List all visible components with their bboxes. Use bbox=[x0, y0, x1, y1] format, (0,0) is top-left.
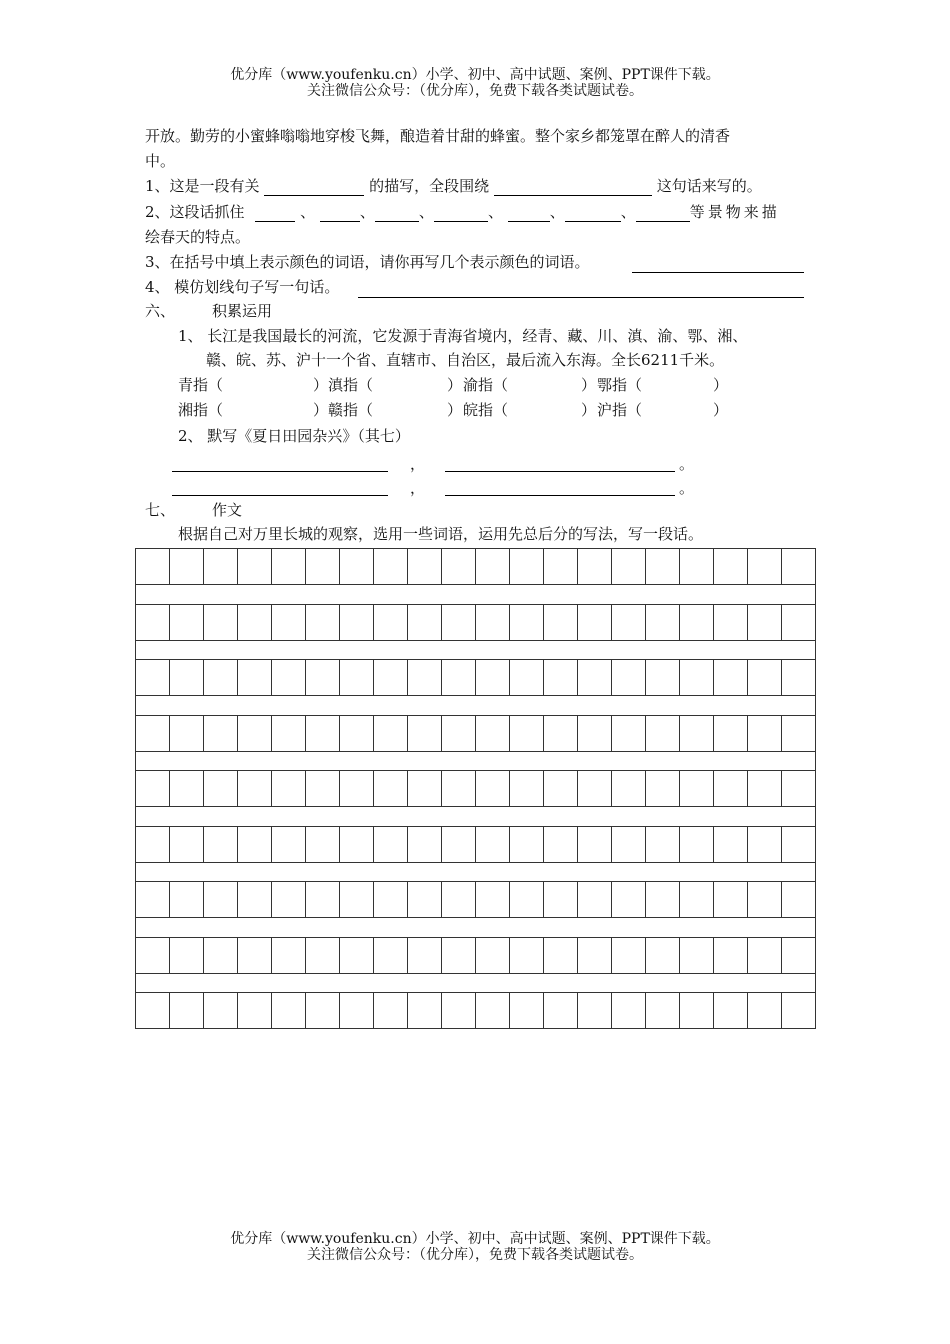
grid-cell[interactable] bbox=[611, 826, 646, 863]
grid-cell[interactable] bbox=[781, 826, 816, 863]
grid-cell[interactable] bbox=[135, 881, 170, 918]
grid-cell[interactable] bbox=[305, 548, 340, 585]
grid-cell[interactable] bbox=[611, 604, 646, 641]
grid-cell[interactable] bbox=[203, 604, 238, 641]
answer-line[interactable] bbox=[358, 297, 804, 298]
grid-cell[interactable] bbox=[237, 826, 272, 863]
grid-cell[interactable] bbox=[237, 992, 272, 1029]
grid-cell[interactable] bbox=[611, 770, 646, 807]
grid-cell[interactable] bbox=[271, 992, 306, 1029]
grid-cell[interactable] bbox=[679, 548, 714, 585]
abbr-close: ） bbox=[447, 401, 463, 419]
question-2 bbox=[145, 202, 780, 222]
grid-cell[interactable] bbox=[713, 715, 748, 752]
grid-cell[interactable] bbox=[475, 770, 510, 807]
grid-cell[interactable] bbox=[509, 937, 544, 974]
grid-cell[interactable] bbox=[237, 715, 272, 752]
abbr-close: ） bbox=[713, 376, 729, 394]
grid-cell[interactable] bbox=[747, 659, 782, 696]
grid-cell[interactable] bbox=[475, 937, 510, 974]
poem-period: 。 bbox=[679, 479, 695, 497]
grid-cell[interactable] bbox=[577, 826, 612, 863]
grid-cell[interactable] bbox=[203, 937, 238, 974]
question-2-part-a: 2、这段话抓住 bbox=[145, 203, 245, 221]
grid-cell[interactable] bbox=[339, 659, 374, 696]
grid-row-spacer bbox=[135, 973, 816, 993]
abbr-label: 沪指（ bbox=[597, 401, 643, 419]
grid-cell[interactable] bbox=[475, 548, 510, 585]
grid-cell[interactable] bbox=[339, 937, 374, 974]
answer-blank[interactable] bbox=[565, 205, 621, 222]
question-4: 4、 模仿划线句子写一句话。 bbox=[145, 278, 340, 296]
grid-cell[interactable] bbox=[271, 548, 306, 585]
grid-cell[interactable] bbox=[441, 659, 476, 696]
grid-cell[interactable] bbox=[169, 604, 204, 641]
answer-blank[interactable] bbox=[320, 205, 360, 222]
question-1-part-a: 1、这是一段有关 bbox=[145, 177, 260, 195]
grid-row-spacer bbox=[135, 806, 816, 826]
grid-cell[interactable] bbox=[645, 992, 680, 1029]
poem-comma: ， bbox=[410, 455, 426, 473]
grid-cell[interactable] bbox=[543, 881, 578, 918]
grid-cell[interactable] bbox=[713, 881, 748, 918]
grid-cell[interactable] bbox=[509, 548, 544, 585]
grid-cell[interactable] bbox=[373, 992, 408, 1029]
grid-cell[interactable] bbox=[305, 937, 340, 974]
grid-cell[interactable] bbox=[169, 937, 204, 974]
grid-cell[interactable] bbox=[713, 770, 748, 807]
grid-cell[interactable] bbox=[373, 881, 408, 918]
grid-cell[interactable] bbox=[475, 604, 510, 641]
footer-line-2: 关注微信公众号：（优分库），免费下载各类试题试卷。 bbox=[307, 1247, 643, 1263]
question-2-tail: 等景物来描 bbox=[689, 203, 780, 221]
answer-blank[interactable] bbox=[508, 205, 550, 222]
grid-cell[interactable] bbox=[509, 770, 544, 807]
grid-cell[interactable] bbox=[611, 715, 646, 752]
grid-cell[interactable] bbox=[543, 770, 578, 807]
grid-cell[interactable] bbox=[713, 548, 748, 585]
grid-cell[interactable] bbox=[509, 659, 544, 696]
grid-cell[interactable] bbox=[203, 881, 238, 918]
abbr-close: ） bbox=[313, 401, 329, 419]
grid-cell[interactable] bbox=[713, 937, 748, 974]
grid-cell[interactable] bbox=[543, 548, 578, 585]
grid-cell[interactable] bbox=[475, 826, 510, 863]
grid-row-spacer bbox=[135, 695, 816, 715]
grid-cell[interactable] bbox=[271, 715, 306, 752]
grid-cell[interactable] bbox=[611, 659, 646, 696]
grid-cell[interactable] bbox=[135, 659, 170, 696]
grid-cell[interactable] bbox=[577, 992, 612, 1029]
grid-cell[interactable] bbox=[679, 937, 714, 974]
grid-cell[interactable] bbox=[645, 770, 680, 807]
grid-cell[interactable] bbox=[781, 659, 816, 696]
grid-cell[interactable] bbox=[135, 548, 170, 585]
header-line-1: 优分库（www.youfenku.cn）小学、初中、高中试题、案例、PPT课件下载。 bbox=[230, 67, 720, 83]
grid-cell[interactable] bbox=[407, 826, 442, 863]
grid-cell[interactable] bbox=[577, 715, 612, 752]
grid-cell[interactable] bbox=[237, 881, 272, 918]
grid-cell[interactable] bbox=[781, 881, 816, 918]
grid-cell[interactable] bbox=[645, 548, 680, 585]
grid-cell[interactable] bbox=[237, 659, 272, 696]
grid-cell[interactable] bbox=[543, 937, 578, 974]
grid-cell[interactable] bbox=[135, 992, 170, 1029]
separator: 、 bbox=[418, 203, 434, 221]
grid-cell[interactable] bbox=[407, 604, 442, 641]
abbr-close: ） bbox=[313, 376, 329, 394]
abbr-close: ） bbox=[581, 376, 597, 394]
question-1-part-b: 的描写，全段围绕 bbox=[369, 177, 490, 195]
grid-cell[interactable] bbox=[305, 604, 340, 641]
abbr-label: 鄂指（ bbox=[597, 376, 643, 394]
grid-cell[interactable] bbox=[475, 881, 510, 918]
grid-cell[interactable] bbox=[577, 604, 612, 641]
grid-cell[interactable] bbox=[407, 659, 442, 696]
grid-cell[interactable] bbox=[407, 770, 442, 807]
grid-cell[interactable] bbox=[169, 715, 204, 752]
grid-cell[interactable] bbox=[645, 604, 680, 641]
grid-cell[interactable] bbox=[781, 548, 816, 585]
grid-cell[interactable] bbox=[577, 548, 612, 585]
grid-cell[interactable] bbox=[747, 992, 782, 1029]
grid-cell[interactable] bbox=[441, 881, 476, 918]
grid-cell[interactable] bbox=[543, 715, 578, 752]
grid-cell[interactable] bbox=[441, 604, 476, 641]
grid-cell[interactable] bbox=[203, 659, 238, 696]
grid-cell[interactable] bbox=[679, 992, 714, 1029]
grid-cell[interactable] bbox=[781, 715, 816, 752]
grid-cell[interactable] bbox=[407, 881, 442, 918]
question-1 bbox=[145, 176, 762, 196]
grid-cell[interactable] bbox=[543, 992, 578, 1029]
grid-cell[interactable] bbox=[747, 881, 782, 918]
grid-cell[interactable] bbox=[203, 548, 238, 585]
poem-line-input[interactable] bbox=[172, 471, 388, 472]
section-6-item-1-line-2: 赣、皖、苏、沪十一个省、直辖市、自治区，最后流入东海。全长6211千米。 bbox=[206, 351, 725, 369]
answer-blank[interactable] bbox=[264, 179, 364, 196]
grid-cell[interactable] bbox=[237, 604, 272, 641]
grid-cell[interactable] bbox=[679, 659, 714, 696]
grid-cell[interactable] bbox=[679, 715, 714, 752]
grid-cell[interactable] bbox=[203, 992, 238, 1029]
grid-cell[interactable] bbox=[577, 659, 612, 696]
grid-cell[interactable] bbox=[237, 548, 272, 585]
grid-cell[interactable] bbox=[781, 937, 816, 974]
grid-cell[interactable] bbox=[747, 826, 782, 863]
grid-cell[interactable] bbox=[475, 715, 510, 752]
grid-cell[interactable] bbox=[339, 770, 374, 807]
grid-cell[interactable] bbox=[441, 826, 476, 863]
section-7-number: 七、 bbox=[145, 501, 176, 519]
grid-cell[interactable] bbox=[339, 826, 374, 863]
separator: 、 bbox=[620, 203, 636, 221]
grid-row-spacer bbox=[135, 751, 816, 771]
grid-cell[interactable] bbox=[679, 881, 714, 918]
grid-cell[interactable] bbox=[577, 881, 612, 918]
grid-cell[interactable] bbox=[339, 992, 374, 1029]
grid-cell[interactable] bbox=[543, 826, 578, 863]
grid-cell[interactable] bbox=[441, 715, 476, 752]
question-2-line-2: 绘春天的特点。 bbox=[145, 228, 251, 246]
grid-cell[interactable] bbox=[577, 770, 612, 807]
grid-cell[interactable] bbox=[611, 937, 646, 974]
grid-cell[interactable] bbox=[475, 992, 510, 1029]
grid-cell[interactable] bbox=[407, 715, 442, 752]
grid-cell[interactable] bbox=[135, 826, 170, 863]
answer-blank[interactable] bbox=[636, 205, 690, 222]
grid-cell[interactable] bbox=[135, 715, 170, 752]
grid-cell[interactable] bbox=[373, 826, 408, 863]
passage-line-2: 中。 bbox=[145, 152, 176, 170]
poem-line-input[interactable] bbox=[445, 471, 675, 472]
answer-line[interactable] bbox=[632, 272, 804, 273]
grid-cell[interactable] bbox=[747, 715, 782, 752]
grid-cell[interactable] bbox=[169, 659, 204, 696]
grid-cell[interactable] bbox=[441, 937, 476, 974]
section-6-number: 六、 bbox=[145, 302, 176, 320]
grid-cell[interactable] bbox=[713, 604, 748, 641]
grid-cell[interactable] bbox=[441, 992, 476, 1029]
grid-cell[interactable] bbox=[203, 715, 238, 752]
abbr-label: 湘指（ bbox=[178, 401, 224, 419]
grid-cell[interactable] bbox=[509, 992, 544, 1029]
poem-line-input[interactable] bbox=[445, 495, 675, 496]
grid-cell[interactable] bbox=[781, 770, 816, 807]
grid-cell[interactable] bbox=[407, 992, 442, 1029]
grid-cell[interactable] bbox=[713, 826, 748, 863]
abbr-close: ） bbox=[581, 401, 597, 419]
grid-cell[interactable] bbox=[543, 604, 578, 641]
grid-cell[interactable] bbox=[679, 826, 714, 863]
question-3: 3、在括号中填上表示颜色的词语，请你再写几个表示颜色的词语。 bbox=[145, 253, 590, 271]
grid-cell[interactable] bbox=[373, 770, 408, 807]
grid-cell[interactable] bbox=[407, 548, 442, 585]
grid-cell[interactable] bbox=[237, 937, 272, 974]
grid-cell[interactable] bbox=[747, 937, 782, 974]
grid-cell[interactable] bbox=[747, 604, 782, 641]
grid-cell[interactable] bbox=[577, 937, 612, 974]
grid-cell[interactable] bbox=[305, 881, 340, 918]
answer-blank[interactable] bbox=[375, 205, 419, 222]
grid-cell[interactable] bbox=[237, 770, 272, 807]
grid-cell[interactable] bbox=[339, 881, 374, 918]
grid-cell[interactable] bbox=[373, 715, 408, 752]
separator: 、 bbox=[487, 203, 503, 221]
grid-cell[interactable] bbox=[509, 881, 544, 918]
answer-blank[interactable] bbox=[434, 205, 488, 222]
grid-cell[interactable] bbox=[373, 659, 408, 696]
abbr-label: 皖指（ bbox=[463, 401, 509, 419]
section-6-item-2: 2、 默写《夏日田园杂兴》（其七） bbox=[178, 427, 410, 445]
question-1-part-c: 这句话来写的。 bbox=[656, 177, 762, 195]
grid-cell[interactable] bbox=[645, 659, 680, 696]
grid-cell[interactable] bbox=[781, 992, 816, 1029]
grid-cell[interactable] bbox=[305, 992, 340, 1029]
grid-cell[interactable] bbox=[169, 881, 204, 918]
grid-cell[interactable] bbox=[509, 715, 544, 752]
abbr-label: 赣指（ bbox=[328, 401, 374, 419]
grid-cell[interactable] bbox=[747, 770, 782, 807]
separator: 、 bbox=[359, 203, 375, 221]
poem-comma: ， bbox=[410, 479, 426, 497]
answer-blank[interactable] bbox=[494, 179, 652, 196]
abbr-label: 渝指（ bbox=[463, 376, 509, 394]
grid-cell[interactable] bbox=[645, 937, 680, 974]
grid-cell[interactable] bbox=[135, 604, 170, 641]
grid-cell[interactable] bbox=[373, 937, 408, 974]
grid-cell[interactable] bbox=[169, 826, 204, 863]
grid-cell[interactable] bbox=[339, 604, 374, 641]
grid-cell[interactable] bbox=[747, 548, 782, 585]
grid-cell[interactable] bbox=[509, 604, 544, 641]
poem-period: 。 bbox=[679, 455, 695, 473]
grid-cell[interactable] bbox=[781, 604, 816, 641]
grid-cell[interactable] bbox=[271, 881, 306, 918]
grid-row-spacer bbox=[135, 640, 816, 660]
grid-cell[interactable] bbox=[645, 715, 680, 752]
grid-cell[interactable] bbox=[135, 770, 170, 807]
grid-cell[interactable] bbox=[645, 826, 680, 863]
section-6-item-1-line-1: 1、 长江是我国最长的河流，它发源于青海省境内，经青、藏、川、滇、渝、鄂、湘、 bbox=[178, 327, 748, 345]
grid-cell[interactable] bbox=[713, 659, 748, 696]
grid-cell[interactable] bbox=[305, 826, 340, 863]
abbr-label: 青指（ bbox=[178, 376, 224, 394]
grid-cell[interactable] bbox=[271, 659, 306, 696]
grid-cell[interactable] bbox=[645, 881, 680, 918]
grid-cell[interactable] bbox=[611, 881, 646, 918]
grid-cell[interactable] bbox=[407, 937, 442, 974]
grid-cell[interactable] bbox=[169, 548, 204, 585]
grid-cell[interactable] bbox=[679, 604, 714, 641]
page-header bbox=[0, 67, 950, 99]
grid-cell[interactable] bbox=[441, 770, 476, 807]
abbr-label: 滇指（ bbox=[328, 376, 374, 394]
grid-cell[interactable] bbox=[203, 770, 238, 807]
composition-grid bbox=[135, 548, 815, 1024]
grid-row-spacer bbox=[135, 862, 816, 882]
grid-cell[interactable] bbox=[475, 659, 510, 696]
passage-line-1: 开放。勤劳的小蜜蜂嗡嗡地穿梭飞舞，酿造着甘甜的蜂蜜。整个家乡都笼罩在醉人的清香 bbox=[145, 127, 731, 145]
grid-cell[interactable] bbox=[203, 826, 238, 863]
answer-blank[interactable] bbox=[255, 205, 295, 222]
grid-cell[interactable] bbox=[339, 548, 374, 585]
grid-cell[interactable] bbox=[169, 992, 204, 1029]
abbr-close: ） bbox=[713, 401, 729, 419]
grid-cell[interactable] bbox=[713, 992, 748, 1029]
grid-cell[interactable] bbox=[373, 604, 408, 641]
grid-cell[interactable] bbox=[679, 770, 714, 807]
grid-cell[interactable] bbox=[305, 659, 340, 696]
grid-cell[interactable] bbox=[339, 715, 374, 752]
poem-line-input[interactable] bbox=[172, 495, 388, 496]
composition-prompt: 根据自己对万里长城的观察，选用一些词语，运用先总后分的写法，写一段话。 bbox=[178, 525, 704, 543]
grid-cell[interactable] bbox=[611, 992, 646, 1029]
grid-cell[interactable] bbox=[611, 548, 646, 585]
grid-cell[interactable] bbox=[271, 826, 306, 863]
grid-row-spacer bbox=[135, 584, 816, 604]
grid-cell[interactable] bbox=[373, 548, 408, 585]
grid-cell[interactable] bbox=[305, 770, 340, 807]
grid-cell[interactable] bbox=[271, 770, 306, 807]
grid-cell[interactable] bbox=[169, 770, 204, 807]
footer-line-1: 优分库（www.youfenku.cn）小学、初中、高中试题、案例、PPT课件下载。 bbox=[230, 1231, 720, 1247]
header-line-2: 关注微信公众号：（优分库），免费下载各类试题试卷。 bbox=[307, 83, 643, 99]
abbr-close: ） bbox=[447, 376, 463, 394]
grid-row-spacer bbox=[135, 917, 816, 937]
grid-cell[interactable] bbox=[271, 604, 306, 641]
grid-cell[interactable] bbox=[441, 548, 476, 585]
page-footer bbox=[0, 1231, 950, 1263]
separator: 、 bbox=[300, 203, 316, 221]
grid-cell[interactable] bbox=[509, 826, 544, 863]
grid-cell[interactable] bbox=[135, 937, 170, 974]
section-7-title: 作文 bbox=[212, 501, 243, 519]
grid-cell[interactable] bbox=[543, 659, 578, 696]
separator: 、 bbox=[549, 203, 565, 221]
section-6-title: 积累运用 bbox=[212, 302, 273, 320]
grid-cell[interactable] bbox=[305, 715, 340, 752]
grid-cell[interactable] bbox=[271, 937, 306, 974]
